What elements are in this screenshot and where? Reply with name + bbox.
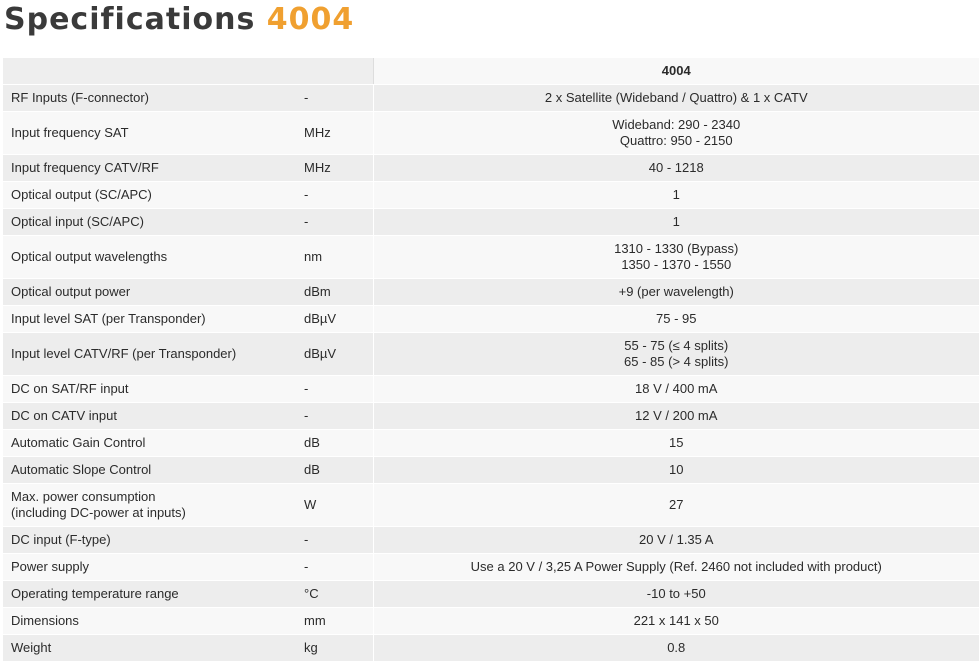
spec-parameter xyxy=(3,279,296,306)
spec-parameter-line: Dimensions xyxy=(11,613,79,628)
spec-unit: kg xyxy=(296,635,373,662)
spec-value xyxy=(373,527,979,554)
spec-value-line: 1 xyxy=(672,187,680,202)
spec-value xyxy=(373,403,979,430)
spec-value-line: 55 - 75 (≤ 4 splits) xyxy=(624,338,729,353)
spec-parameter-line: DC input (F-type) xyxy=(11,532,111,547)
spec-unit: dBµV xyxy=(296,333,373,376)
table-row xyxy=(3,608,979,635)
spec-parameter xyxy=(3,333,296,376)
table-row xyxy=(3,236,979,279)
table-row xyxy=(3,306,979,333)
spec-value xyxy=(373,155,979,182)
spec-unit: - xyxy=(296,182,373,209)
spec-parameter-line: Input frequency SAT xyxy=(11,125,129,140)
spec-unit: MHz xyxy=(296,155,373,182)
table-row xyxy=(3,155,979,182)
table-row xyxy=(3,554,979,581)
spec-parameter-line: Optical output (SC/APC) xyxy=(11,187,152,202)
spec-value-line: 27 xyxy=(669,497,684,512)
spec-value-line: 2 x Satellite (Wideband / Quattro) & 1 x CATV xyxy=(544,90,808,105)
spec-value-line: 18 V / 400 mA xyxy=(635,381,718,396)
spec-value-line: +9 (per wavelength) xyxy=(618,284,734,299)
spec-unit: MHz xyxy=(296,112,373,155)
spec-parameter xyxy=(3,554,296,581)
page-title xyxy=(4,0,354,44)
spec-value-line: 10 xyxy=(669,462,684,477)
spec-parameter-line: Optical output power xyxy=(11,284,131,299)
table-row xyxy=(3,333,979,376)
spec-value xyxy=(373,484,979,527)
title-prefix: Specifications xyxy=(4,2,256,37)
spec-parameter-line: DC on CATV input xyxy=(11,408,117,423)
header-model: 4004 xyxy=(373,58,979,85)
header-param xyxy=(3,58,296,85)
spec-value xyxy=(373,581,979,608)
table-row xyxy=(3,581,979,608)
spec-parameter xyxy=(3,457,296,484)
table-row xyxy=(3,484,979,527)
spec-value xyxy=(373,608,979,635)
spec-parameter xyxy=(3,581,296,608)
table-row xyxy=(3,112,979,155)
spec-value-line: Use a 20 V / 3,25 A Power Supply (Ref. 2460 not included with product) xyxy=(470,559,882,574)
spec-value-line: 1350 - 1370 - 1550 xyxy=(621,257,732,272)
spec-value xyxy=(373,333,979,376)
spec-parameter xyxy=(3,155,296,182)
spec-value xyxy=(373,457,979,484)
table-row xyxy=(3,182,979,209)
header-unit xyxy=(296,58,373,85)
spec-unit: W xyxy=(296,484,373,527)
spec-value-line: 20 V / 1.35 A xyxy=(639,532,714,547)
spec-value-line: Quattro: 950 - 2150 xyxy=(619,133,733,148)
spec-parameter-line: Weight xyxy=(11,640,52,655)
table-body xyxy=(3,85,979,662)
spec-value-line: 40 - 1218 xyxy=(648,160,704,175)
spec-value-line: 221 x 141 x 50 xyxy=(633,613,719,628)
spec-parameter-line: Automatic Gain Control xyxy=(11,435,146,450)
spec-value xyxy=(373,209,979,236)
spec-parameter-line: Optical input (SC/APC) xyxy=(11,214,144,229)
spec-parameter-line: RF Inputs (F-connector) xyxy=(11,90,149,105)
spec-unit: - xyxy=(296,85,373,112)
specifications-table xyxy=(3,58,979,662)
spec-parameter-line: Operating temperature range xyxy=(11,586,179,601)
spec-unit: - xyxy=(296,403,373,430)
spec-value xyxy=(373,279,979,306)
spec-value xyxy=(373,85,979,112)
spec-value-line: 75 - 95 xyxy=(656,311,697,326)
spec-value xyxy=(373,376,979,403)
spec-unit: - xyxy=(296,209,373,236)
spec-parameter xyxy=(3,527,296,554)
spec-value-line: 15 xyxy=(669,435,684,450)
table-row xyxy=(3,457,979,484)
spec-parameter xyxy=(3,236,296,279)
spec-parameter xyxy=(3,209,296,236)
spec-value xyxy=(373,236,979,279)
spec-value-line: 0.8 xyxy=(667,640,686,655)
spec-parameter-line: Automatic Slope Control xyxy=(11,462,152,477)
spec-value-line: 1 xyxy=(672,214,680,229)
spec-parameter xyxy=(3,403,296,430)
spec-value-line: 65 - 85 (> 4 splits) xyxy=(624,354,729,369)
spec-parameter xyxy=(3,376,296,403)
spec-parameter-line: (including DC-power at inputs) xyxy=(11,505,186,520)
spec-parameter xyxy=(3,635,296,662)
spec-value xyxy=(373,306,979,333)
table-row xyxy=(3,209,979,236)
spec-value xyxy=(373,430,979,457)
spec-unit: dBµV xyxy=(296,306,373,333)
table-row xyxy=(3,430,979,457)
spec-parameter-line: Input frequency CATV/RF xyxy=(11,160,159,175)
table-row xyxy=(3,376,979,403)
spec-unit: dB xyxy=(296,457,373,484)
spec-value xyxy=(373,635,979,662)
spec-value-line: 1310 - 1330 (Bypass) xyxy=(614,241,739,256)
spec-value-line: -10 to +50 xyxy=(646,586,706,601)
table-row xyxy=(3,279,979,306)
spec-value-line: 12 V / 200 mA xyxy=(635,408,718,423)
spec-parameter xyxy=(3,608,296,635)
spec-unit: °C xyxy=(296,581,373,608)
spec-parameter xyxy=(3,484,296,527)
table-row xyxy=(3,527,979,554)
table-row xyxy=(3,85,979,112)
table-header-row xyxy=(3,58,979,85)
table-row xyxy=(3,635,979,662)
spec-parameter-line: DC on SAT/RF input xyxy=(11,381,129,396)
spec-value-line: Wideband: 290 - 2340 xyxy=(612,117,741,132)
spec-unit: dB xyxy=(296,430,373,457)
spec-parameter-line: Power supply xyxy=(11,559,90,574)
spec-unit: mm xyxy=(296,608,373,635)
spec-value xyxy=(373,112,979,155)
spec-parameter xyxy=(3,112,296,155)
spec-unit: - xyxy=(296,376,373,403)
spec-unit: nm xyxy=(296,236,373,279)
spec-parameter-line: Max. power consumption xyxy=(11,489,156,504)
spec-parameter-line: Optical output wavelengths xyxy=(11,249,168,264)
spec-value xyxy=(373,554,979,581)
spec-parameter xyxy=(3,430,296,457)
spec-parameter-line: Input level SAT (per Transponder) xyxy=(11,311,206,326)
spec-unit: - xyxy=(296,527,373,554)
spec-parameter xyxy=(3,85,296,112)
spec-value xyxy=(373,182,979,209)
title-model: 4004 xyxy=(266,2,355,37)
spec-unit: - xyxy=(296,554,373,581)
spec-parameter xyxy=(3,182,296,209)
spec-parameter xyxy=(3,306,296,333)
spec-parameter-line: Input level CATV/RF (per Transponder) xyxy=(11,346,237,361)
table-row xyxy=(3,403,979,430)
spec-unit: dBm xyxy=(296,279,373,306)
